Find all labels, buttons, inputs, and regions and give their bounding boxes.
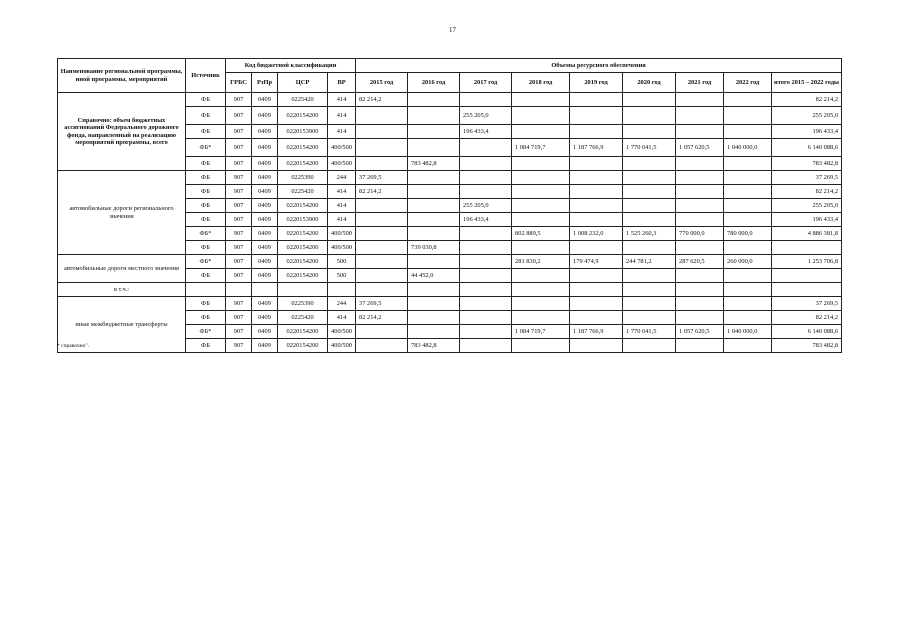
header-year: 2019 год: [570, 73, 623, 93]
year-value-cell: 1 008 232,0: [570, 227, 623, 241]
year-value-cell: [623, 241, 676, 255]
header-grbs: ГРБС: [226, 73, 252, 93]
header-year: 2016 год: [408, 73, 460, 93]
year-value-cell: [460, 157, 512, 171]
year-value-cell: [512, 125, 570, 139]
grbs-cell: 907: [226, 311, 252, 325]
rzpr-cell: 0409: [252, 199, 278, 213]
year-value-cell: [408, 325, 460, 339]
year-value-cell: [570, 107, 623, 125]
source-cell: ФБ: [186, 269, 226, 283]
year-value-cell: [408, 297, 460, 311]
year-value-cell: [460, 339, 512, 353]
source-cell: ФБ: [186, 93, 226, 107]
year-value-cell: [570, 297, 623, 311]
header-source: Источник: [186, 59, 226, 93]
year-value-cell: 780 000,0: [724, 227, 772, 241]
source-cell: [186, 283, 226, 297]
year-value-cell: [512, 185, 570, 199]
year-value-cell: [512, 213, 570, 227]
year-value-cell: [356, 269, 408, 283]
year-value-cell: [460, 283, 512, 297]
total-cell: 6 140 088,6: [772, 325, 842, 339]
table-row: [58, 93, 842, 107]
year-value-cell: [724, 157, 772, 171]
year-value-cell: 1 525 260,3: [623, 227, 676, 241]
year-value-cell: 255 205,0: [460, 199, 512, 213]
source-cell: ФБ: [186, 241, 226, 255]
table-row: [58, 255, 842, 269]
vr-cell: 400/500: [328, 157, 356, 171]
year-value-cell: 770 000,0: [676, 227, 724, 241]
year-value-cell: [356, 255, 408, 269]
year-value-cell: [724, 107, 772, 125]
year-value-cell: 37 269,5: [356, 297, 408, 311]
year-value-cell: [512, 339, 570, 353]
rzpr-cell: 0409: [252, 325, 278, 339]
source-cell: ФБ*: [186, 325, 226, 339]
vr-cell: 414: [328, 107, 356, 125]
year-value-cell: [570, 93, 623, 107]
grbs-cell: 907: [226, 325, 252, 339]
year-value-cell: 179 474,9: [570, 255, 623, 269]
year-value-cell: [356, 107, 408, 125]
total-cell: [772, 283, 842, 297]
grbs-cell: 907: [226, 107, 252, 125]
year-value-cell: [408, 283, 460, 297]
year-value-cell: [356, 213, 408, 227]
year-value-cell: [623, 297, 676, 311]
year-value-cell: [512, 199, 570, 213]
source-cell: ФБ: [186, 107, 226, 125]
year-value-cell: [623, 93, 676, 107]
year-value-cell: [570, 213, 623, 227]
year-value-cell: [356, 157, 408, 171]
source-cell: ФБ*: [186, 227, 226, 241]
csr-cell: 0225420: [278, 311, 328, 325]
rzpr-cell: 0409: [252, 297, 278, 311]
source-cell: ФБ: [186, 213, 226, 227]
year-value-cell: [512, 311, 570, 325]
year-value-cell: 260 000,0: [724, 255, 772, 269]
year-value-cell: [724, 213, 772, 227]
csr-cell: [278, 283, 328, 297]
grbs-cell: 907: [226, 213, 252, 227]
page-number: 17: [449, 26, 456, 34]
year-value-cell: [356, 139, 408, 157]
year-value-cell: [623, 199, 676, 213]
year-value-cell: [724, 171, 772, 185]
year-value-cell: [512, 107, 570, 125]
total-cell: 1 253 706,8: [772, 255, 842, 269]
csr-cell: 0220154200: [278, 255, 328, 269]
csr-cell: 0220154200: [278, 339, 328, 353]
year-value-cell: [512, 93, 570, 107]
grbs-cell: 907: [226, 125, 252, 139]
csr-cell: 0220153900: [278, 213, 328, 227]
row-group-name: в т.ч.:: [58, 283, 186, 297]
vr-cell: 244: [328, 297, 356, 311]
source-cell: ФБ: [186, 199, 226, 213]
source-cell: ФБ: [186, 125, 226, 139]
year-value-cell: 739 030,8: [408, 241, 460, 255]
csr-cell: 0220154200: [278, 107, 328, 125]
total-cell: 196 433,4: [772, 213, 842, 227]
year-value-cell: [623, 339, 676, 353]
year-value-cell: 1 187 766,9: [570, 325, 623, 339]
year-value-cell: [676, 107, 724, 125]
year-value-cell: 37 269,5: [356, 171, 408, 185]
csr-cell: 0225390: [278, 297, 328, 311]
row-group-name: Справочно: объем бюджетных ассигнований Федерального дорожного фонда, направленный на реализацию мероприятий программы, всего: [58, 93, 186, 171]
grbs-cell: 907: [226, 93, 252, 107]
year-value-cell: 1 187 766,9: [570, 139, 623, 157]
year-value-cell: [623, 107, 676, 125]
year-value-cell: [408, 93, 460, 107]
year-value-cell: [460, 227, 512, 241]
year-value-cell: [623, 171, 676, 185]
year-value-cell: [570, 241, 623, 255]
year-value-cell: 244 781,2: [623, 255, 676, 269]
year-value-cell: 196 433,4: [460, 125, 512, 139]
year-value-cell: [356, 125, 408, 139]
year-value-cell: 281 830,2: [512, 255, 570, 269]
year-value-cell: [676, 185, 724, 199]
source-cell: ФБ: [186, 311, 226, 325]
grbs-cell: 907: [226, 297, 252, 311]
rzpr-cell: 0409: [252, 171, 278, 185]
year-value-cell: [570, 199, 623, 213]
year-value-cell: [570, 283, 623, 297]
year-value-cell: [676, 269, 724, 283]
header-year: 2020 год: [623, 73, 676, 93]
grbs-cell: 907: [226, 241, 252, 255]
vr-cell: 400/500: [328, 227, 356, 241]
year-value-cell: [460, 241, 512, 255]
year-value-cell: [408, 107, 460, 125]
rzpr-cell: 0409: [252, 339, 278, 353]
source-cell: ФБ: [186, 171, 226, 185]
total-cell: 6 140 088,6: [772, 139, 842, 157]
year-value-cell: [724, 297, 772, 311]
year-value-cell: [356, 283, 408, 297]
rzpr-cell: 0409: [252, 255, 278, 269]
year-value-cell: 1 084 719,7: [512, 325, 570, 339]
csr-cell: 0220154200: [278, 269, 328, 283]
year-value-cell: [724, 283, 772, 297]
year-value-cell: [676, 241, 724, 255]
total-cell: 82 214,2: [772, 93, 842, 107]
year-value-cell: [408, 125, 460, 139]
year-value-cell: [676, 339, 724, 353]
year-value-cell: [623, 125, 676, 139]
year-value-cell: 1 770 041,5: [623, 139, 676, 157]
year-value-cell: 82 214,2: [356, 311, 408, 325]
year-value-cell: [570, 125, 623, 139]
total-cell: 783 482,8: [772, 157, 842, 171]
table-row: [58, 171, 842, 185]
year-value-cell: [570, 185, 623, 199]
rzpr-cell: 0409: [252, 269, 278, 283]
total-cell: 783 482,8: [772, 339, 842, 353]
year-value-cell: [356, 227, 408, 241]
total-cell: 4 886 381,8: [772, 227, 842, 241]
rzpr-cell: 0409: [252, 157, 278, 171]
year-value-cell: 82 214,2: [356, 93, 408, 107]
vr-cell: 500: [328, 269, 356, 283]
vr-cell: [328, 283, 356, 297]
year-value-cell: [408, 227, 460, 241]
csr-cell: 0220154200: [278, 139, 328, 157]
vr-cell: 500: [328, 255, 356, 269]
total-cell: 255 205,0: [772, 199, 842, 213]
source-cell: ФБ: [186, 157, 226, 171]
vr-cell: 414: [328, 185, 356, 199]
year-value-cell: [676, 171, 724, 185]
total-cell: 37 269,5: [772, 171, 842, 185]
row-group-name: автомобильные дороги регионального значения: [58, 171, 186, 255]
year-value-cell: [356, 241, 408, 255]
year-value-cell: [408, 185, 460, 199]
source-cell: ФБ*: [186, 139, 226, 157]
source-cell: ФБ: [186, 297, 226, 311]
year-value-cell: [460, 171, 512, 185]
rzpr-cell: 0409: [252, 93, 278, 107]
grbs-cell: 907: [226, 339, 252, 353]
year-value-cell: 1 040 000,0: [724, 325, 772, 339]
rzpr-cell: 0409: [252, 107, 278, 125]
footnote: * справочно".: [57, 343, 89, 349]
grbs-cell: 907: [226, 171, 252, 185]
year-value-cell: [460, 325, 512, 339]
year-value-cell: [676, 311, 724, 325]
header-total: итого 2015 – 2022 годы: [772, 73, 842, 93]
source-cell: ФБ: [186, 339, 226, 353]
year-value-cell: 1 770 041,5: [623, 325, 676, 339]
year-value-cell: [676, 283, 724, 297]
year-value-cell: [460, 269, 512, 283]
vr-cell: 400/500: [328, 139, 356, 157]
rzpr-cell: 0409: [252, 241, 278, 255]
year-value-cell: [724, 185, 772, 199]
vr-cell: 414: [328, 199, 356, 213]
total-cell: [772, 269, 842, 283]
header-csr: ЦСР: [278, 73, 328, 93]
year-value-cell: [623, 213, 676, 227]
year-value-cell: 255 205,0: [460, 107, 512, 125]
vr-cell: 414: [328, 311, 356, 325]
year-value-cell: [676, 297, 724, 311]
csr-cell: 0225390: [278, 171, 328, 185]
vr-cell: 400/500: [328, 325, 356, 339]
grbs-cell: 907: [226, 185, 252, 199]
grbs-cell: 907: [226, 199, 252, 213]
total-cell: [772, 241, 842, 255]
year-value-cell: [676, 125, 724, 139]
year-value-cell: [724, 311, 772, 325]
year-value-cell: [724, 339, 772, 353]
csr-cell: 0225420: [278, 93, 328, 107]
year-value-cell: 287 620,5: [676, 255, 724, 269]
row-group-name: иные межбюджетные трансферты: [58, 297, 186, 353]
rzpr-cell: [252, 283, 278, 297]
year-value-cell: 82 214,2: [356, 185, 408, 199]
table-row: [58, 283, 842, 297]
rzpr-cell: 0409: [252, 213, 278, 227]
header-code-group: Код бюджетной классификации: [226, 59, 356, 73]
year-value-cell: [512, 269, 570, 283]
year-value-cell: [676, 93, 724, 107]
csr-cell: 0220154200: [278, 227, 328, 241]
csr-cell: 0220154200: [278, 157, 328, 171]
year-value-cell: [512, 297, 570, 311]
resource-table: [57, 58, 842, 353]
year-value-cell: [676, 199, 724, 213]
year-value-cell: [408, 213, 460, 227]
header-name: Наименование региональной программы, иной программы, мероприятий: [58, 59, 186, 93]
year-value-cell: [460, 93, 512, 107]
year-value-cell: [570, 311, 623, 325]
year-value-cell: [623, 157, 676, 171]
rzpr-cell: 0409: [252, 125, 278, 139]
year-value-cell: [460, 311, 512, 325]
vr-cell: 244: [328, 171, 356, 185]
year-value-cell: [460, 185, 512, 199]
csr-cell: 0220153900: [278, 125, 328, 139]
total-cell: 196 433,4: [772, 125, 842, 139]
csr-cell: 0220154200: [278, 325, 328, 339]
year-value-cell: 1 084 719,7: [512, 139, 570, 157]
year-value-cell: 1 057 620,5: [676, 325, 724, 339]
grbs-cell: 907: [226, 157, 252, 171]
total-cell: 82 214,2: [772, 311, 842, 325]
year-value-cell: 1 057 620,5: [676, 139, 724, 157]
header-year: 2021 год: [676, 73, 724, 93]
year-value-cell: [408, 139, 460, 157]
vr-cell: 400/500: [328, 339, 356, 353]
year-value-cell: [356, 325, 408, 339]
year-value-cell: [676, 157, 724, 171]
total-cell: 82 214,2: [772, 185, 842, 199]
source-cell: ФБ: [186, 185, 226, 199]
header-year: 2015 год: [356, 73, 408, 93]
vr-cell: 414: [328, 213, 356, 227]
rzpr-cell: 0409: [252, 311, 278, 325]
csr-cell: 0220154200: [278, 199, 328, 213]
grbs-cell: 907: [226, 255, 252, 269]
grbs-cell: 907: [226, 227, 252, 241]
row-group-name: автомобильные дороги местного значения: [58, 255, 186, 283]
rzpr-cell: 0409: [252, 185, 278, 199]
vr-cell: 414: [328, 125, 356, 139]
year-value-cell: [570, 171, 623, 185]
vr-cell: 414: [328, 93, 356, 107]
year-value-cell: [570, 269, 623, 283]
year-value-cell: [724, 125, 772, 139]
header-year: 2018 год: [512, 73, 570, 93]
year-value-cell: [623, 311, 676, 325]
year-value-cell: [512, 283, 570, 297]
year-value-cell: [570, 339, 623, 353]
year-value-cell: 783 482,8: [408, 157, 460, 171]
grbs-cell: 907: [226, 139, 252, 157]
header-year: 2017 год: [460, 73, 512, 93]
year-value-cell: [724, 241, 772, 255]
year-value-cell: [408, 311, 460, 325]
grbs-cell: [226, 283, 252, 297]
header-vr: ВР: [328, 73, 356, 93]
vr-cell: 400/500: [328, 241, 356, 255]
total-cell: 255 205,0: [772, 107, 842, 125]
csr-cell: 0225420: [278, 185, 328, 199]
year-value-cell: [356, 339, 408, 353]
source-cell: ФБ*: [186, 255, 226, 269]
year-value-cell: 196 433,4: [460, 213, 512, 227]
year-value-cell: [623, 185, 676, 199]
header-rzpr: РзПр: [252, 73, 278, 93]
year-value-cell: [408, 255, 460, 269]
year-value-cell: [724, 199, 772, 213]
year-value-cell: [623, 283, 676, 297]
year-value-cell: [676, 213, 724, 227]
header-year: 2022 год: [724, 73, 772, 93]
year-value-cell: [570, 157, 623, 171]
year-value-cell: [623, 269, 676, 283]
year-value-cell: 802 889,5: [512, 227, 570, 241]
total-cell: 37 269,5: [772, 297, 842, 311]
grbs-cell: 907: [226, 269, 252, 283]
header-volumes-group: Объемы ресурсного обеспечения: [356, 59, 842, 73]
year-value-cell: [512, 171, 570, 185]
year-value-cell: [460, 139, 512, 157]
csr-cell: 0220154200: [278, 241, 328, 255]
rzpr-cell: 0409: [252, 227, 278, 241]
year-value-cell: [512, 157, 570, 171]
year-value-cell: 1 040 000,0: [724, 139, 772, 157]
year-value-cell: 783 482,8: [408, 339, 460, 353]
year-value-cell: [408, 171, 460, 185]
year-value-cell: [724, 269, 772, 283]
table-row: [58, 297, 842, 311]
rzpr-cell: 0409: [252, 139, 278, 157]
year-value-cell: [408, 199, 460, 213]
year-value-cell: [724, 93, 772, 107]
year-value-cell: [460, 255, 512, 269]
year-value-cell: [460, 297, 512, 311]
year-value-cell: 44 452,0: [408, 269, 460, 283]
year-value-cell: [356, 199, 408, 213]
year-value-cell: [512, 241, 570, 255]
